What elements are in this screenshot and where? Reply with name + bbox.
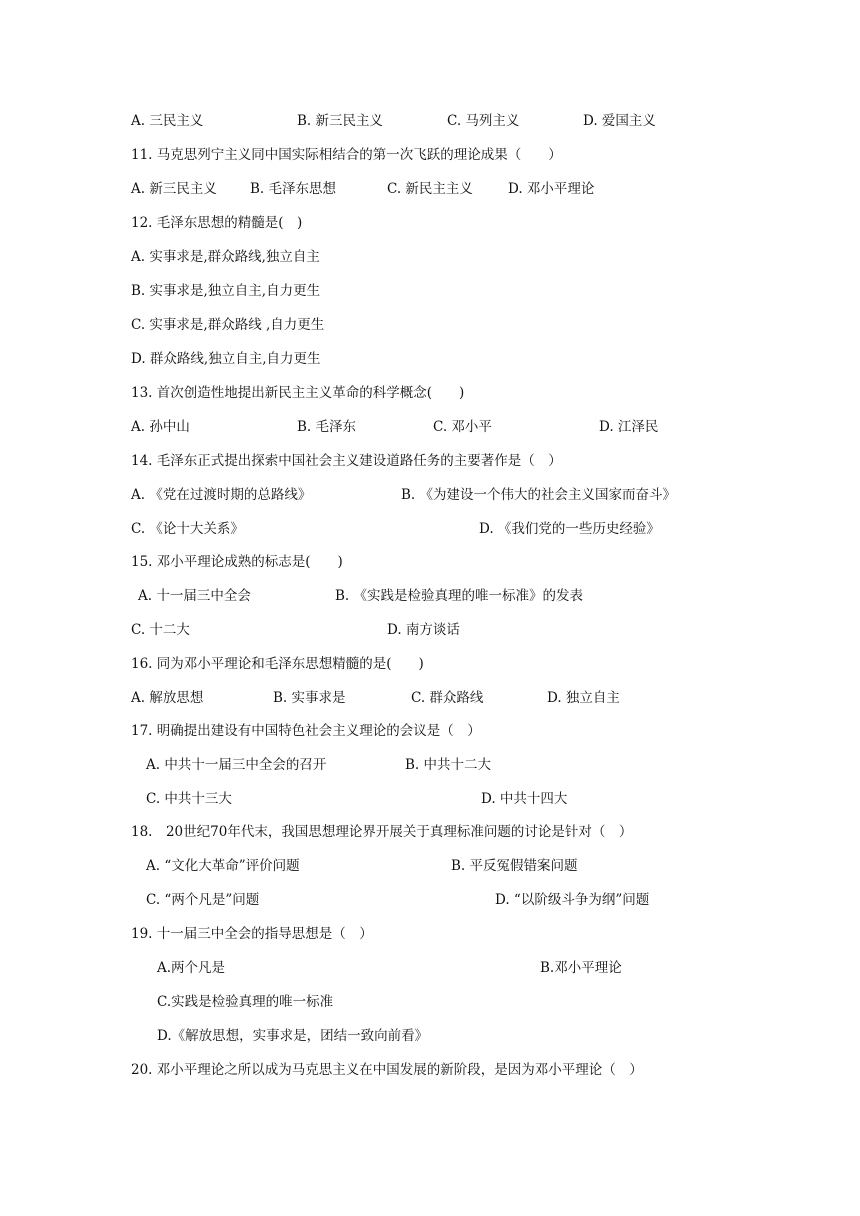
q14-stem: 14. 毛泽东正式提出探索中国社会主义建设道路任务的主要著作是（ ） <box>131 453 562 469</box>
q13-option-d: D. 江泽民 <box>599 419 659 435</box>
q10-option-b: B. 新三民主义 <box>297 113 384 129</box>
q14-option-c: C. 《论十大关系》 <box>131 521 244 537</box>
q11-option-a: A. 新三民主义 <box>131 181 217 197</box>
q20-stem: 20. 邓小平理论之所以成为马克思主义在中国发展的新阶段，是因为邓小平理论（ ） <box>131 1062 643 1078</box>
q17-option-d: D. 中共十四大 <box>481 791 568 807</box>
q19-option-a: A.两个凡是 <box>157 960 226 976</box>
q17-option-b: B. 中共十二大 <box>405 757 492 773</box>
q18-option-c: C. “两个凡是”问题 <box>146 892 260 908</box>
q14-option-a: A. 《党在过渡时期的总路线》 <box>131 487 312 503</box>
q15-stem: 15. 邓小平理论成熟的标志是( ) <box>131 554 343 570</box>
q17-option-c: C. 中共十三大 <box>146 791 232 807</box>
q15-option-d: D. 南方谈话 <box>387 622 460 638</box>
q16-option-a: A. 解放思想 <box>131 690 204 706</box>
q16-stem: 16. 同为邓小平理论和毛泽东思想精髓的是( ) <box>131 656 424 672</box>
q13-option-b: B. 毛泽东 <box>297 419 357 435</box>
q18-stem: 18. 20世纪70年代末，我国思想理论界开展关于真理标准问题的讨论是针对（ ） <box>131 824 633 840</box>
q15-option-c: C. 十二大 <box>131 622 190 638</box>
q12-stem: 12. 毛泽东思想的精髓是( ) <box>131 215 303 231</box>
q19-option-d: D.《解放思想，实事求是，团结一致向前看》 <box>157 1028 429 1044</box>
q15-option-b: B. 《实践是检验真理的唯一标准》的发表 <box>335 588 584 604</box>
q13-option-c: C. 邓小平 <box>433 419 492 435</box>
q16-option-d: D. 独立自主 <box>547 690 620 706</box>
q19-option-b: B.邓小平理论 <box>540 960 622 976</box>
q12-option-d: D. 群众路线,独立自主,自力更生 <box>131 351 321 367</box>
q18-option-d: D. “以阶级斗争为纲”问题 <box>495 892 650 908</box>
q13-stem: 13. 首次创造性地提出新民主主义革命的科学概念( ) <box>131 385 465 401</box>
q17-stem: 17. 明确提出建设有中国特色社会主义理论的会议是（ ） <box>131 723 481 739</box>
q18-option-a: A. “文化大革命”评价问题 <box>146 858 300 874</box>
q12-option-a: A. 实事求是,群众路线,独立自主 <box>131 249 320 265</box>
q18-option-b: B. 平反冤假错案问题 <box>451 858 578 874</box>
q19-option-c: C.实践是检验真理的唯一标准 <box>157 994 334 1010</box>
q10-option-a: A. 三民主义 <box>131 113 204 129</box>
q10-option-c: C. 马列主义 <box>447 113 520 129</box>
q11-option-b: B. 毛泽东思想 <box>250 181 337 197</box>
q14-option-b: B. 《为建设一个伟大的社会主义国家而奋斗》 <box>401 487 677 503</box>
q11-option-d: D. 邓小平理论 <box>508 181 595 197</box>
q10-option-d: D. 爱国主义 <box>583 113 656 129</box>
q16-option-b: B. 实事求是 <box>273 690 346 706</box>
q16-option-c: C. 群众路线 <box>411 690 484 706</box>
q17-option-a: A. 中共十一届三中全会的召开 <box>146 757 327 773</box>
q11-option-c: C. 新民主主义 <box>387 181 473 197</box>
q11-stem: 11. 马克思列宁主义同中国实际相结合的第一次飞跃的理论成果（ ） <box>131 147 562 163</box>
q19-stem: 19. 十一届三中全会的指导思想是（ ） <box>131 926 373 942</box>
q13-option-a: A. 孙中山 <box>131 419 190 435</box>
q14-option-d: D. 《我们党的一些历史经验》 <box>479 521 660 537</box>
q12-option-c: C. 实事求是,群众路线 ,自力更生 <box>131 317 325 333</box>
q12-option-b: B. 实事求是,独立自主,自力更生 <box>131 283 321 299</box>
q15-option-a: A. 十一届三中全会 <box>138 588 251 604</box>
